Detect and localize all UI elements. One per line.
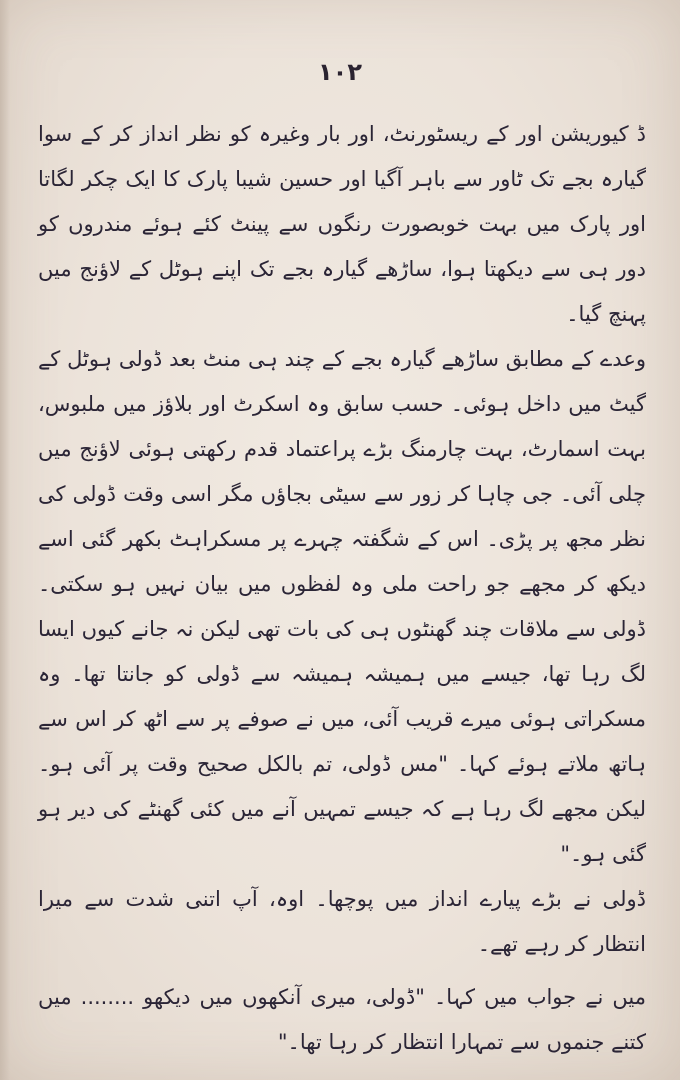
page-binding-edge — [0, 0, 10, 1080]
paragraph-3: ڈولی نے بڑے پیارے انداز میں پوچھا۔ اوہ، آپ اتنی شدت سے میرا انتظار کر رہے تھے۔ — [38, 887, 646, 956]
paragraph-1: ڈ کیوریشن اور کے ریسٹورنٹ، اور بار وغیرہ کو نظر انداز کر کے سوا گیارہ بجے تک ٹاور سے باہر آگیا اور حسین شیبا پارک کا ایک چکر لگاتا اور پارک میں بہت خوبصورت رنگوں سے پینٹ کئے ہوئے مندروں کو دور ہی سے دیکھتا ہوا، ساڑھے گیارہ بجے تک اپنے ہوٹل کے لاؤنج میں پہنچ گیا۔ — [38, 122, 646, 326]
page-body — [38, 112, 646, 1065]
page-number: ۱۰۲ — [318, 58, 362, 86]
paragraph-2: وعدے کے مطابق ساڑھے گیارہ بجے کے چند ہی منٹ بعد ڈولی ہوٹل کے گیٹ میں داخل ہوئی۔ حسب سابق وہ اسکرٹ اور بلاؤز میں ملبوس، بہت اسمارٹ، بہت چارمنگ بڑے پراعتماد قدم رکھتی ہوئی لاؤنج میں چلی آئی۔ جی چاہا کر زور سے سیٹی بجاؤں مگر اسی وقت ڈولی کی نظر مجھ پر پڑی۔ اس کے شگفتہ چہرے پر مسکراہٹ بکھر گئی اسے دیکھ کر مجھے جو راحت ملی وہ لفظوں میں بیان نہیں ہو سکتی۔ ڈولی سے ملاقات چند گھنٹوں ہی کی بات تھی لیکن نہ جانے کیوں ایسا لگ رہا تھا، جیسے میں ہمیشہ ہمیشہ سے ڈولی کو جانتا تھا۔ وہ مسکراتی ہوئی میرے قریب آئی، میں نے صوفے پر سے اٹھ کر اس سے ہاتھ ملاتے ہوئے کہا۔ "مس ڈولی، تم بالکل صحیح وقت پر آئی ہو۔ لیکن مجھے لگ رہا ہے کہ جیسے تمہیں آنے میں کئی گھنٹے کی دیر ہو گئی ہو۔" — [38, 347, 646, 866]
paragraph-4: میں نے جواب میں کہا۔ "ڈولی، میری آنکھوں میں دیکھو ........ میں کتنے جنموں سے تمہارا انتظار کر رہا تھا۔" — [38, 985, 646, 1054]
